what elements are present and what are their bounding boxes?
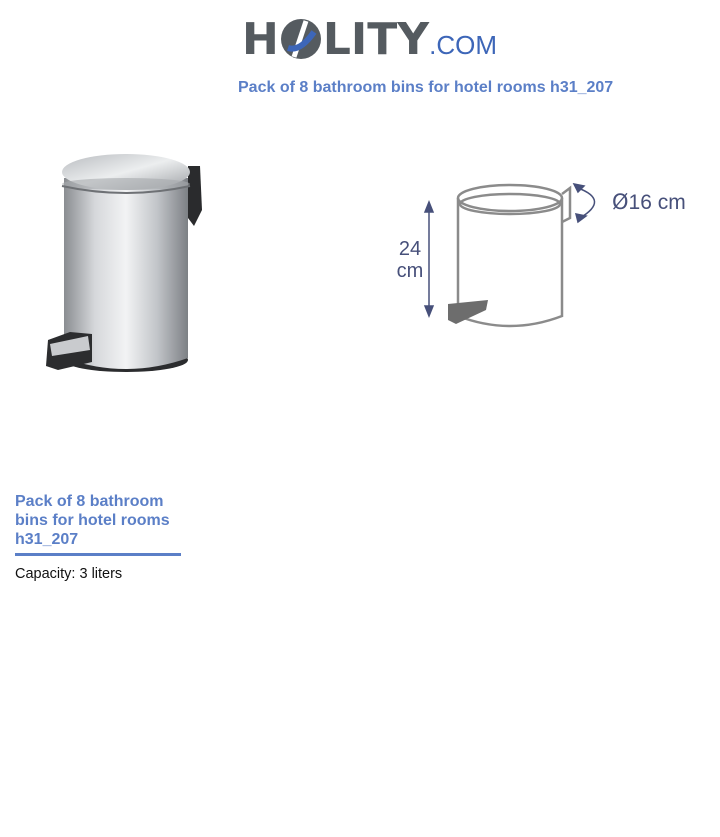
diameter-symbol: Ø (612, 190, 629, 214)
height-dimension (394, 238, 426, 282)
height-value: 24 (398, 238, 422, 260)
diameter-value: 16 cm (628, 191, 686, 214)
logo-letters: LITY (322, 14, 430, 65)
logo-wordmark (242, 14, 497, 65)
holity-logo[interactable] (242, 8, 497, 72)
page-subtitle: Pack of 8 bathroom bins for hotel rooms h31_207 (238, 79, 614, 96)
product-photo (40, 148, 220, 380)
logo-domain: .COM (429, 30, 498, 60)
product-title: Pack of 8 bathroom bins for hotel rooms h31_207 (15, 493, 170, 548)
diameter-dimension (612, 190, 686, 215)
logo-ball-icon (280, 18, 322, 60)
height-unit: cm (396, 260, 424, 282)
product-capacity: Capacity: 3 liters (15, 566, 123, 582)
logo-letter-h: H (242, 14, 279, 65)
title-underline (15, 553, 181, 556)
